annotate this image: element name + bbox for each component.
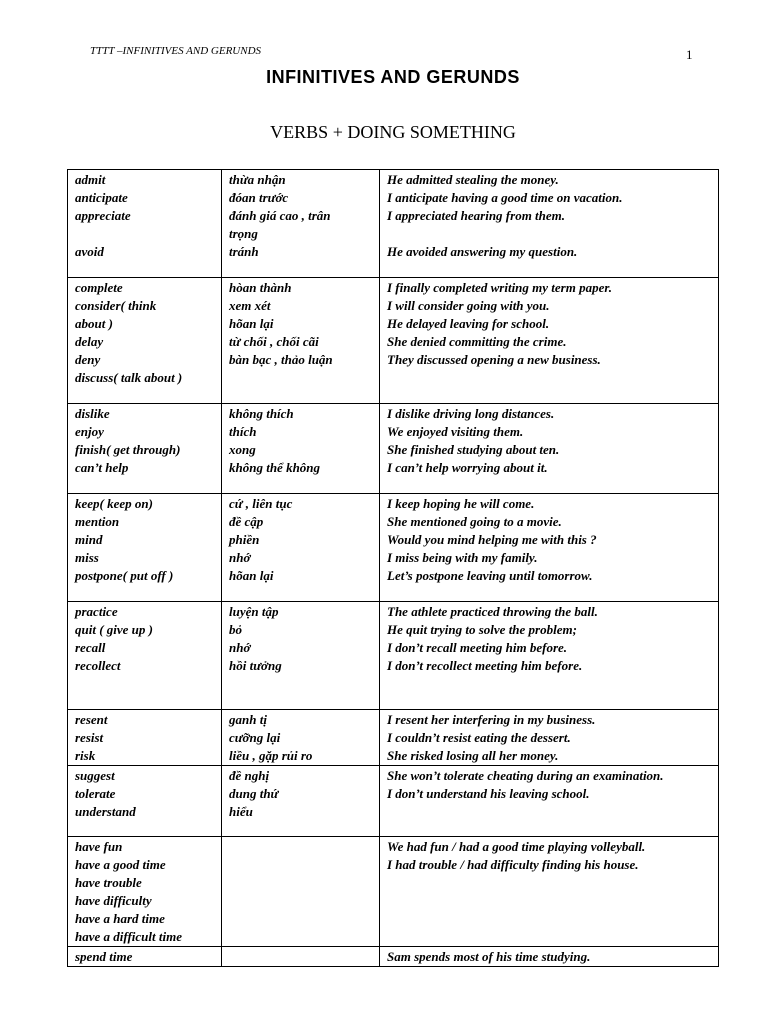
example-cell — [380, 170, 719, 278]
meaning-line: nhớ — [229, 640, 251, 655]
verb-line: have a hard time — [75, 911, 165, 926]
example-line: I had trouble / had difficulty finding his house. — [387, 857, 639, 872]
verb-line: suggest — [75, 768, 115, 783]
meaning-line: liều , gặp rủi ro — [229, 748, 313, 763]
meaning-line: tránh — [229, 244, 259, 259]
verb-line: delay — [75, 334, 104, 349]
verb-line: have trouble — [75, 875, 142, 890]
verb-cell — [68, 404, 222, 494]
verb-line: keep( keep on) — [75, 496, 153, 511]
verb-line: appreciate — [75, 208, 131, 223]
example-line: Would you mind helping me with this ? — [387, 532, 597, 547]
example-line: I appreciated hearing from them. — [387, 208, 566, 223]
example-line: We had fun / had a good time playing volleyball. — [387, 839, 646, 854]
table-row — [68, 494, 719, 602]
example-cell — [380, 494, 719, 602]
verb-line: enjoy — [75, 424, 104, 439]
verb-line: discuss( talk about ) — [75, 370, 183, 385]
meaning-line: đánh giá cao , trân — [229, 208, 331, 223]
meaning-line: hồi tưởng — [229, 658, 282, 673]
example-line: I miss being with my family. — [387, 550, 538, 565]
verb-line: avoid — [75, 244, 104, 259]
meaning-line: thích — [229, 424, 257, 439]
table-row — [68, 947, 719, 967]
meaning-cell — [222, 947, 380, 967]
section-title: VERBS + DOING SOMETHING — [270, 122, 516, 142]
verb-line: dislike — [75, 406, 110, 421]
meaning-line: bàn bạc , thảo luận — [229, 352, 333, 367]
verb-line: practice — [75, 604, 118, 619]
verb-line: recall — [75, 640, 106, 655]
meaning-line: hòan thành — [229, 280, 292, 295]
table-row — [68, 278, 719, 404]
example-line: She denied committing the crime. — [387, 334, 567, 349]
example-cell — [380, 837, 719, 947]
verb-cell — [68, 602, 222, 710]
example-line: He quit trying to solve the problem; — [387, 622, 577, 637]
meaning-cell — [222, 837, 380, 947]
verbs-table-body — [68, 170, 719, 967]
example-line: The athlete practiced throwing the ball. — [387, 604, 598, 619]
example-line: I can’t help worrying about it. — [387, 460, 548, 475]
meaning-line: hõan lại — [229, 568, 274, 583]
verb-line: about ) — [75, 316, 113, 331]
example-line: I resent her interfering in my business. — [387, 712, 596, 727]
meaning-line: xong — [229, 442, 256, 457]
example-line: I keep hoping he will come. — [387, 496, 535, 511]
example-line: Sam spends most of his time studying. — [387, 949, 591, 964]
verb-line: resist — [75, 730, 104, 745]
table-row — [68, 170, 719, 278]
verb-line: postpone( put off ) — [75, 568, 174, 583]
meaning-line: trọng — [229, 226, 258, 241]
meaning-line: nhớ — [229, 550, 251, 565]
verb-line: admit — [75, 172, 106, 187]
meaning-line: đề cập — [229, 514, 264, 529]
example-line: I don’t recall meeting him before. — [387, 640, 568, 655]
meaning-line: đề nghị — [229, 768, 270, 783]
example-cell — [380, 404, 719, 494]
example-line: Let’s postpone leaving until tomorrow. — [387, 568, 593, 583]
verb-line — [75, 225, 215, 243]
example-line: I couldn’t resist eating the dessert. — [387, 730, 571, 745]
verb-line: understand — [75, 804, 136, 819]
meaning-cell — [222, 404, 380, 494]
verb-line: have fun — [75, 839, 123, 854]
example-line: They discussed opening a new business. — [387, 352, 601, 367]
verb-line: risk — [75, 748, 96, 763]
document-title: INFINITIVES AND GERUNDS — [266, 67, 520, 87]
meaning-line: bỏ — [229, 622, 242, 637]
example-line: She won’t tolerate cheating during an examination. — [387, 768, 664, 783]
table-row — [68, 602, 719, 710]
page-number: 1 — [686, 47, 693, 62]
verb-line: consider( think — [75, 298, 157, 313]
meaning-line: thừa nhận — [229, 172, 286, 187]
verb-line: recollect — [75, 658, 121, 673]
running-header: TTTT –INFINITIVES AND GERUNDS — [90, 45, 262, 57]
meaning-line: dung thứ — [229, 786, 279, 801]
verb-line: complete — [75, 280, 123, 295]
example-cell — [380, 710, 719, 766]
verb-cell — [68, 837, 222, 947]
table-row — [68, 837, 719, 947]
example-cell — [380, 602, 719, 710]
example-line: We enjoyed visiting them. — [387, 424, 524, 439]
verb-line: have difficulty — [75, 893, 152, 908]
example-line: I will consider going with you. — [387, 298, 550, 313]
verb-line: anticipate — [75, 190, 128, 205]
example-cell — [380, 278, 719, 404]
example-line: He avoided answering my question. — [387, 244, 578, 259]
example-cell — [380, 947, 719, 967]
verb-line: have a difficult time — [75, 929, 182, 944]
verb-line: spend time — [75, 949, 133, 964]
verb-cell — [68, 947, 222, 967]
verb-line: mind — [75, 532, 103, 547]
verbs-table — [67, 169, 719, 967]
example-line: I dislike driving long distances. — [387, 406, 555, 421]
verb-line: deny — [75, 352, 101, 367]
meaning-line: luyện tập — [229, 604, 279, 619]
table-row — [68, 766, 719, 837]
verb-line: finish( get through) — [75, 442, 181, 457]
meaning-line: xem xét — [229, 298, 271, 313]
example-line: I don’t understand his leaving school. — [387, 786, 590, 801]
table-row — [68, 404, 719, 494]
meaning-line: đóan trước — [229, 190, 289, 205]
verb-line: can’t help — [75, 460, 129, 475]
meaning-line: ganh tị — [229, 712, 267, 727]
verb-line: have a good time — [75, 857, 166, 872]
meaning-cell — [222, 710, 380, 766]
meaning-line: cứ , liên tục — [229, 496, 293, 511]
meaning-cell — [222, 278, 380, 404]
meaning-line: từ chối , chối cãi — [229, 334, 319, 349]
example-cell — [380, 766, 719, 837]
meaning-line: hõan lại — [229, 316, 274, 331]
verb-cell — [68, 766, 222, 837]
example-line: She risked losing all her money. — [387, 748, 559, 763]
meaning-line: không thể không — [229, 460, 321, 475]
verb-line: tolerate — [75, 786, 116, 801]
verb-line: resent — [75, 712, 108, 727]
meaning-line: hiểu — [229, 804, 253, 819]
meaning-line: cưỡng lại — [229, 730, 281, 745]
example-line: I anticipate having a good time on vacation. — [387, 190, 623, 205]
example-line: He delayed leaving for school. — [387, 316, 550, 331]
meaning-cell — [222, 602, 380, 710]
example-line: She finished studying about ten. — [387, 442, 560, 457]
table-row — [68, 710, 719, 766]
verb-cell — [68, 170, 222, 278]
meaning-cell — [222, 170, 380, 278]
meaning-cell — [222, 766, 380, 837]
verb-line: quit ( give up ) — [75, 622, 153, 637]
example-line: I don’t recollect meeting him before. — [387, 658, 583, 673]
example-line: She mentioned going to a movie. — [387, 514, 562, 529]
verb-cell — [68, 494, 222, 602]
meaning-line: không thích — [229, 406, 294, 421]
example-line: I finally completed writing my term paper. — [387, 280, 612, 295]
meaning-line: phiền — [229, 532, 260, 547]
meaning-cell — [222, 494, 380, 602]
example-line — [387, 225, 712, 243]
verb-cell — [68, 710, 222, 766]
verb-cell — [68, 278, 222, 404]
example-line: He admitted stealing the money. — [387, 172, 559, 187]
verb-line: mention — [75, 514, 120, 529]
verb-line: miss — [75, 550, 99, 565]
